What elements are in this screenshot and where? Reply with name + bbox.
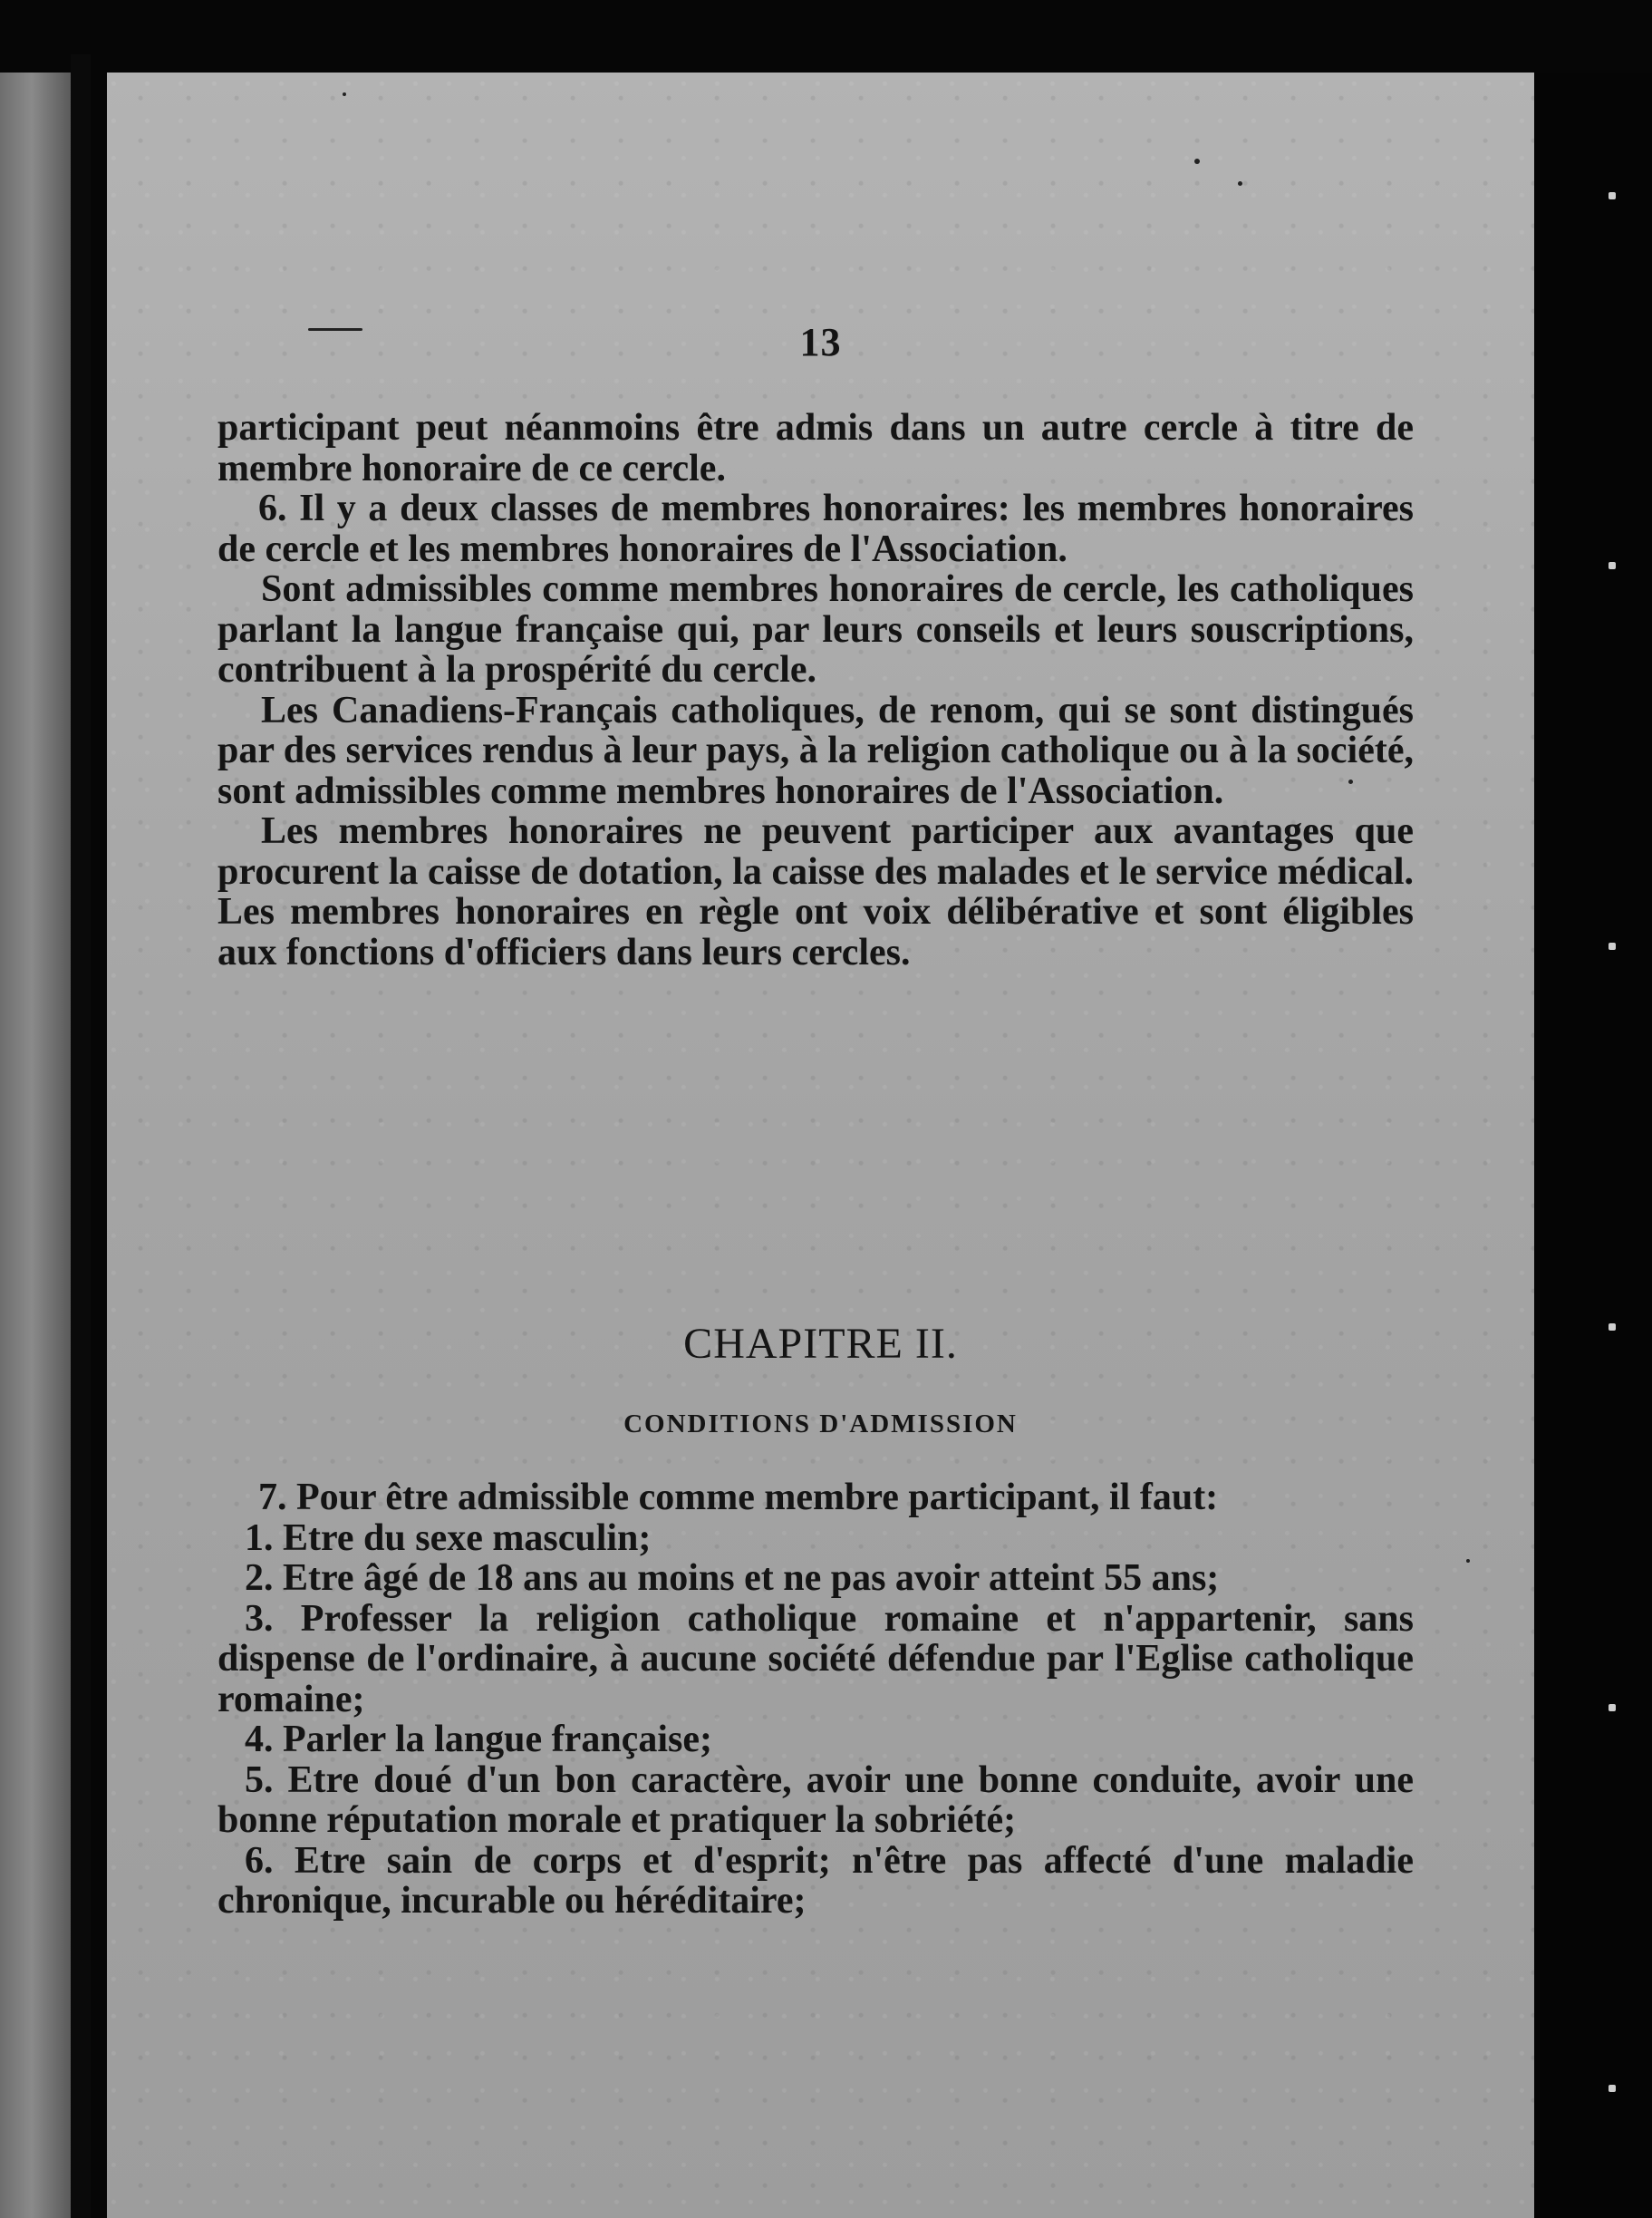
paragraph-article-7: 7. Pour être admissible comme membre participant, il faut: — [258, 1477, 1219, 1518]
film-sprocket-mark — [1609, 1323, 1616, 1331]
paragraph-continuation: participant peut néanmoins être admis dans un autre cercle à titre de membre honoraire de ce cercle. — [217, 407, 1414, 489]
film-border-right — [1534, 73, 1652, 2218]
paragraph-honorary-rights: Les membres honoraires ne peuvent participer aux avantages que procurent la caisse de dotation, la caisse des malades et le service médical. Les membres honoraires en règle ont voix délibérative et sont éligibles aux fonctions d'officiers dans leurs cercles. — [217, 810, 1414, 973]
film-sprocket-mark — [1609, 1704, 1616, 1711]
film-sprocket-mark — [1609, 192, 1616, 199]
text-block-lower — [217, 1477, 1414, 1922]
paragraph-article-6: 6. Il y a deux classes de membres honoraires: les membres honoraires de cercle et les membres honoraires de l'Association. — [217, 488, 1414, 570]
chapter-title: CHAPITRE II. — [683, 1320, 958, 1368]
list-item-condition-5: 5. Etre doué d'un bon caractère, avoir une bonne conduite, avoir une bonne réputation morale et pratiquer la sobriété; — [217, 1758, 1414, 1841]
list-item-condition-3: 3. Professer la religion catholique romaine et n'appartenir, sans dispense de l'ordinaire, à aucune société défendue par l'Eglise catholique romaine; — [217, 1597, 1414, 1720]
paragraph-association-honorary: Les Canadiens-Français catholiques, de renom, qui se sont distingués par des services rendus à leur pays, à la religion catholique ou à la société, sont admissibles comme membres honoraires de l'Association. — [217, 689, 1414, 812]
text-block-upper — [217, 408, 1414, 973]
page-content — [107, 73, 1534, 2218]
film-sprocket-mark — [1609, 943, 1616, 950]
list-item-condition-4: 4. Parler la langue française; — [245, 1719, 712, 1760]
page-number: 13 — [799, 320, 842, 364]
list-item-condition-6: 6. Etre sain de corps et d'esprit; n'être pas affecté d'une maladie chronique, incurable ou héréditaire; — [217, 1839, 1414, 1922]
section-title: CONDITIONS D'ADMISSION — [623, 1409, 1018, 1438]
film-sprocket-mark — [1609, 562, 1616, 569]
film-border-left — [71, 54, 91, 2218]
adjacent-page-strip — [0, 73, 71, 2218]
list-item-condition-1: 1. Etre du sexe masculin; — [245, 1516, 652, 1559]
film-sprocket-mark — [1609, 2085, 1616, 2092]
list-item-condition-2: 2. Etre âgé de 18 ans au moins et ne pas avoir atteint 55 ans; — [245, 1557, 1220, 1599]
paragraph-cercle-honorary: Sont admissibles comme membres honoraires de cercle, les catholiques parlant la langue française qui, par leurs conseils et leurs souscriptions, contribuent à la prospérité du cercle. — [217, 568, 1414, 691]
